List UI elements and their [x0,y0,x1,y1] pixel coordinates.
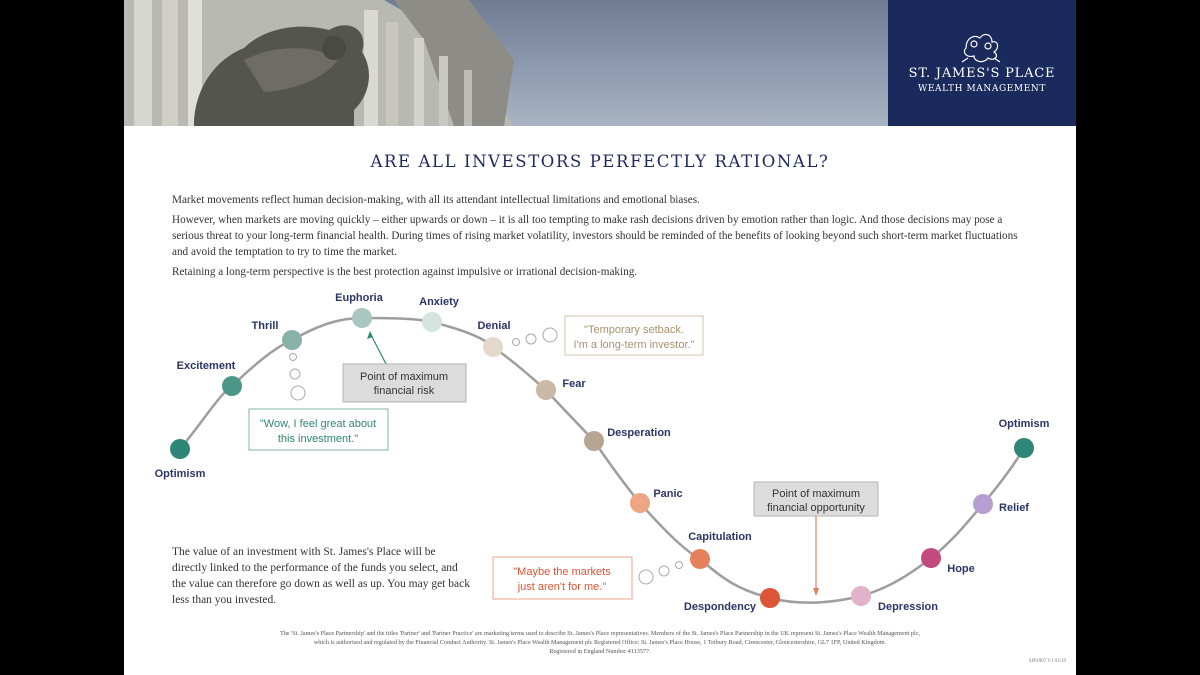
stage-hope [921,548,975,575]
stage-label: Relief [999,502,1029,514]
opportunity-box-line-1: Point of maximum [771,488,861,500]
stage-label: Euphoria [335,292,383,304]
stage-marker [690,549,710,569]
stage-label: Optimism [154,468,206,480]
stage-label: Desperation [607,427,671,439]
risk-box-line-2: financial risk [373,385,435,397]
page-title: ARE ALL INVESTORS PERFECTLY RATIONAL? [370,152,830,171]
stage-label: Capitulation [688,531,752,543]
stage-label: Anxiety [419,296,459,308]
arrow-head-icon [813,588,819,596]
slide [124,0,1076,675]
stage-euphoria [335,292,384,328]
stage-marker [921,548,941,568]
stage-marker [483,337,503,357]
stage-marker [630,493,650,513]
stage-marker [584,431,604,451]
thought-bubble-denial [513,316,704,355]
investment-disclaimer: The value of an investment with St. James's Place will be directly linked to the performance of the funds you select, and the value can therefore go down as well as up. You may get back less than you invested. [172,546,470,606]
quote-denial-line-1: "Temporary setback. [584,324,684,336]
stage-relief [973,494,1029,514]
stage-fear [536,378,586,400]
stage-capitulation [688,531,752,569]
document-code: SJP4907 V1 03/19 [1028,659,1066,664]
opportunity-box-line-2: financial opportunity [767,502,865,514]
legal-line: Registered in England Number 4113577. [549,648,651,655]
quote-thrill-line-2: this investment." [277,433,359,445]
stage-marker [282,330,302,350]
intro-paragraph: Market movements reflect human decision-making, with all its attendant intellectual limitations and emotional biases. [172,194,700,206]
legal-footer [164,629,1036,656]
stage-label: Panic [653,488,683,500]
stage-marker [422,312,442,332]
stage-marker [973,494,993,514]
stage-anxiety [419,296,460,332]
stage-marker [760,588,780,608]
closing-paragraph: Retaining a long-term perspective is the best protection against impulsive or irrational decision-making. [172,266,638,278]
stage-label: Denial [477,320,511,332]
stage-label: Optimism [998,418,1050,430]
risk-box-line-1: Point of maximum [359,371,449,383]
stage-marker [170,439,190,459]
stage-label: Depression [878,601,938,613]
stage-optimism-start [155,439,206,480]
stage-excitement [177,360,242,396]
quote-denial-line-2: I'm a long-term investor." [573,339,695,351]
legal-line: The 'St. James's Place Partnership' and the titles 'Partner' and 'Partner Practice' are marketing terms used to describe St. James's Place representatives. Members of the St. James's Place Partnership in the UK represent St. James's Place Wealth Management plc, [279,630,921,637]
brand-subtitle: WEALTH MANAGEMENT [918,84,1046,94]
body-paragraph: However, when markets are moving quickly – either upwards or down – it is all too tempting to make rash decisions driven by emotion rather than logic. And those decisions may pose a serious threat to your long-term financial health. During times of rising market volatility, investors should be reminded of the benefits of looking beyond such short-term market fluctuations and avoid the temptation to try to time the market. [172,214,1018,258]
brand-name: ST. JAMES'S PLACE [908,66,1056,81]
legal-line: which is authorised and regulated by the Financial Conduct Authority. St. James's Place Wealth Management plc Registered Office: St. James's Place House, 1 Tetbury Road, Cirencester, Gloucestershire, GL7 1FP, United Kingdom. [313,639,887,646]
stage-label: Despondency [683,601,757,613]
stage-label: Hope [947,563,975,575]
stage-desperation [584,427,671,451]
stage-thrill [252,320,302,350]
stage-marker [222,376,242,396]
stage-marker [352,308,372,328]
stage-despondency [684,588,780,613]
quote-capitulation-line-1: "Maybe the markets [513,566,611,578]
stage-label: Fear [562,378,586,390]
stage-marker [851,586,871,606]
stage-label: Thrill [251,320,279,332]
stage-panic [630,488,683,513]
stage-marker [536,380,556,400]
stage-marker [1014,438,1034,458]
risk-callout [343,331,466,402]
quote-capitulation-line-2: just aren't for me." [517,581,607,593]
stage-optimism-end [999,418,1050,458]
stage-depression [851,586,938,613]
quote-thrill-line-1: "Wow, I feel great about [259,418,377,430]
opportunity-callout [754,482,878,596]
thought-bubble-capitulation [493,557,683,599]
stage-label: Excitement [176,360,236,372]
